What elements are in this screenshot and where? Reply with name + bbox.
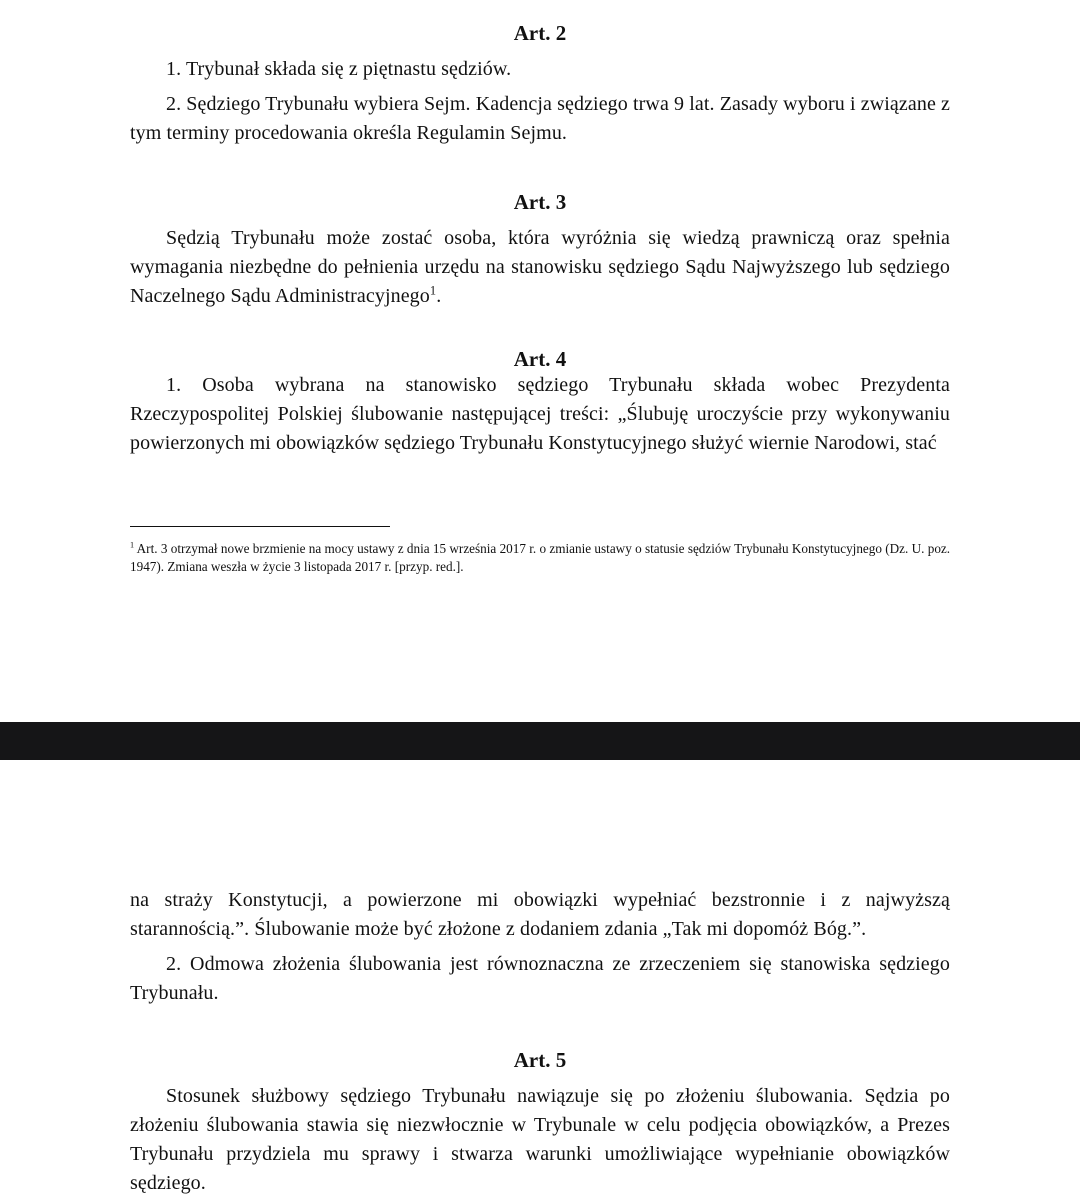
- page-separator: [0, 722, 1080, 760]
- art3-paragraph-text: Sędzią Trybunału może zostać osoba, która wyróżnia się wiedzą prawniczą oraz spełnia wymagania niezbędne do pełnienia urzędu na stanowisku sędziego Sądu Najwyższego lub sędziego Naczelnego Sądu Administracyjnego: [130, 227, 950, 307]
- footnote-reference[interactable]: 1: [429, 283, 437, 298]
- art4-paragraph-1-part1: 1. Osoba wybrana na stanowisko sędziego Trybunału składa wobec Prezydenta Rzeczypospolitej Polskiej ślubowanie następującej treści: „Ślubuję uroczyście przy wykonywaniu powierzonych mi obowiązków sędziego Trybunału Konstytucyjnego służyć wiernie Narodowi, stać: [130, 374, 950, 454]
- footnote-text: Art. 3 otrzymał nowe brzmienie na mocy ustawy z dnia 15 września 2017 r. o zmianie ustawy o statusie sędziów Trybunału Konstytucyjnego (Dz. U. poz. 1947). Zmiana weszła w życie 3 listopada 2017 r. [przyp. red.].: [130, 541, 951, 574]
- art3-paragraph-end: .: [436, 285, 442, 307]
- art3-paragraph-1: [130, 224, 950, 311]
- art4-heading: Art. 4: [513, 347, 567, 371]
- footnote-divider: [130, 526, 390, 527]
- footnote: [130, 540, 955, 576]
- art5-heading: Art. 5: [513, 1048, 567, 1072]
- page-bottom: [0, 760, 1080, 1194]
- art4-paragraph-1-part2: na straży Konstytucji, a powierzone mi obowiązki wypełniać bezstronnie i z najwyższą starannością.”. Ślubowanie może być złożone z dodaniem zdania „Tak mi dopomóż Bóg.”.: [130, 889, 950, 940]
- art2-paragraph-2: 2. Sędziego Trybunału wybiera Sejm. Kadencja sędziego trwa 9 lat. Zasady wyboru i związane z tym terminy procedowania określa Regulamin Sejmu.: [130, 93, 950, 144]
- footnote-marker: 1: [130, 540, 135, 550]
- art2-heading: Art. 2: [513, 21, 567, 45]
- art3-heading: Art. 3: [513, 190, 567, 214]
- art2-paragraph-1: 1. Trybunał składa się z piętnastu sędziów.: [166, 58, 512, 80]
- art5-paragraph-1: Stosunek służbowy sędziego Trybunału nawiązuje się po złożeniu ślubowania. Sędzia po złożeniu ślubowania stawia się niezwłocznie w Trybunale w celu podjęcia obowiązków, a Prezes Trybunału przydziela mu sprawy i stwarza warunki umożliwiające wypełnianie obowiązków sędziego.: [130, 1085, 950, 1194]
- art4-paragraph-2: 2. Odmowa złożenia ślubowania jest równoznaczna ze zrzeczeniem się stanowiska sędziego Trybunału.: [130, 953, 950, 1004]
